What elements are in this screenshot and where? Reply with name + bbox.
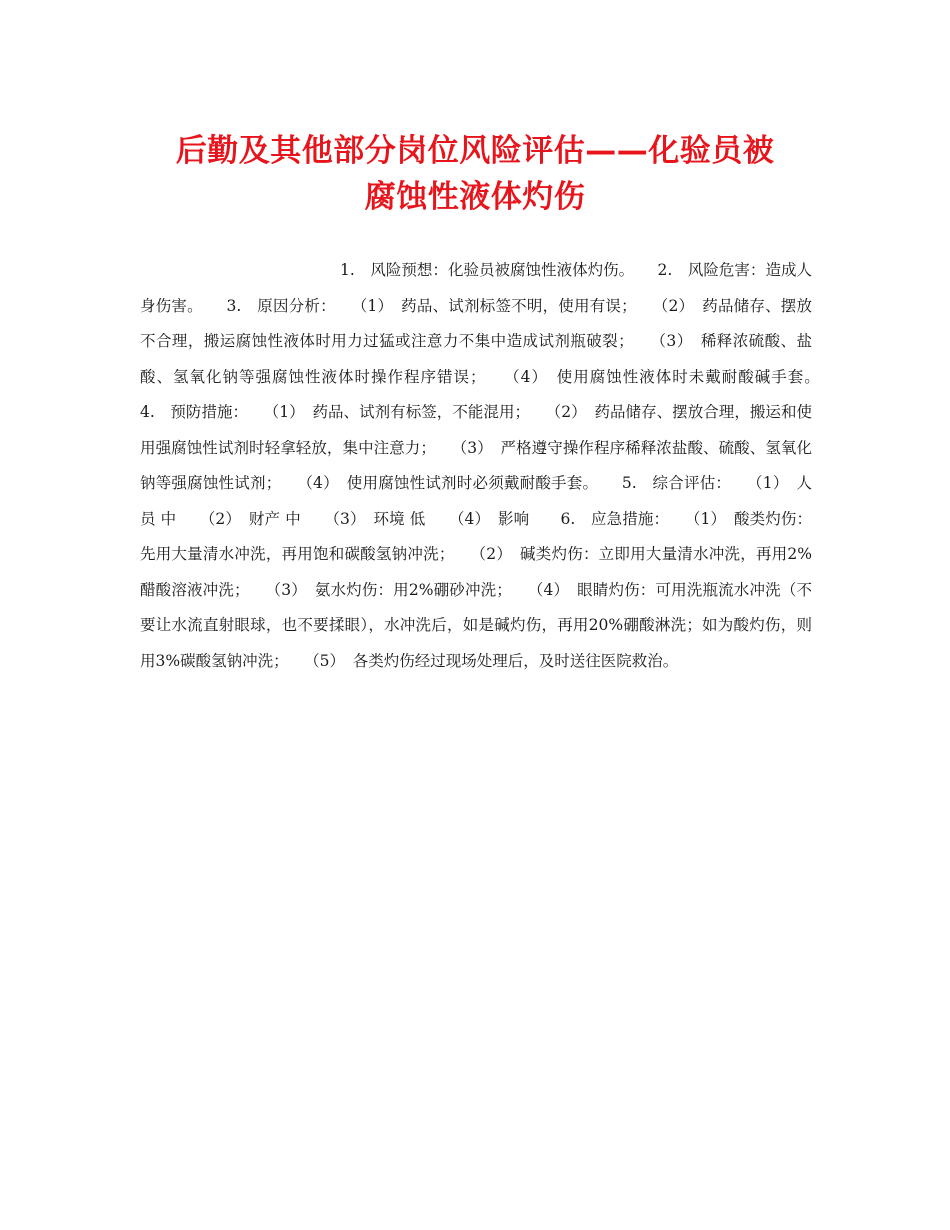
- document-body-paragraph: 1. 风险预想：化验员被腐蚀性液体灼伤。 2. 风险危害：造成人身伤害。 3. 原因分析： （1） 药品、试剂标签不明，使用有误； （2） 药品储存、摆放不合理，搬运腐蚀性液体时用力过猛或注意力不集中造成试剂瓶破裂； （3） 稀释浓硫酸、盐酸、氢氧化钠等强腐蚀性液体时操作程序错误； （4） 使用腐蚀性液体时未戴耐酸碱手套。 4. 预防措施： （1） 药品、试剂有标签，不能混用； （2） 药品储存、摆放合理，搬运和使用强腐蚀性试剂时轻拿轻放，集中注意力； （3） 严格遵守操作程序稀释浓盐酸、硫酸、氢氧化钠等强腐蚀性试剂； （4） 使用腐蚀性试剂时必须戴耐酸手套。 5. 综合评估： （1） 人员 中 （2） 财产 中 （3） 环境 低 （4） 影响 6. 应急措施： （1） 酸类灼伤：先用大量清水冲洗，再用饱和碳酸氢钠冲洗； （2） 碱类灼伤：立即用大量清水冲洗，再用2%醋酸溶液冲洗； （3） 氨水灼伤：用2%硼砂冲洗； （4） 眼睛灼伤：可用洗瓶流水冲洗（不要让水流直射眼球，也不要揉眼），水冲洗后，如是碱灼伤，再用20%硼酸淋洗；如为酸灼伤，则用3%碳酸氢钠冲洗； （5） 各类灼伤经过现场处理后，及时送往医院救治。: [140, 261, 844, 670]
- document-title-line-2: 腐蚀性液体灼伤: [364, 179, 586, 215]
- document-title-line-1: 后勤及其他部分岗位风险评估——化验员被: [175, 133, 775, 169]
- document-title: [120, 128, 830, 220]
